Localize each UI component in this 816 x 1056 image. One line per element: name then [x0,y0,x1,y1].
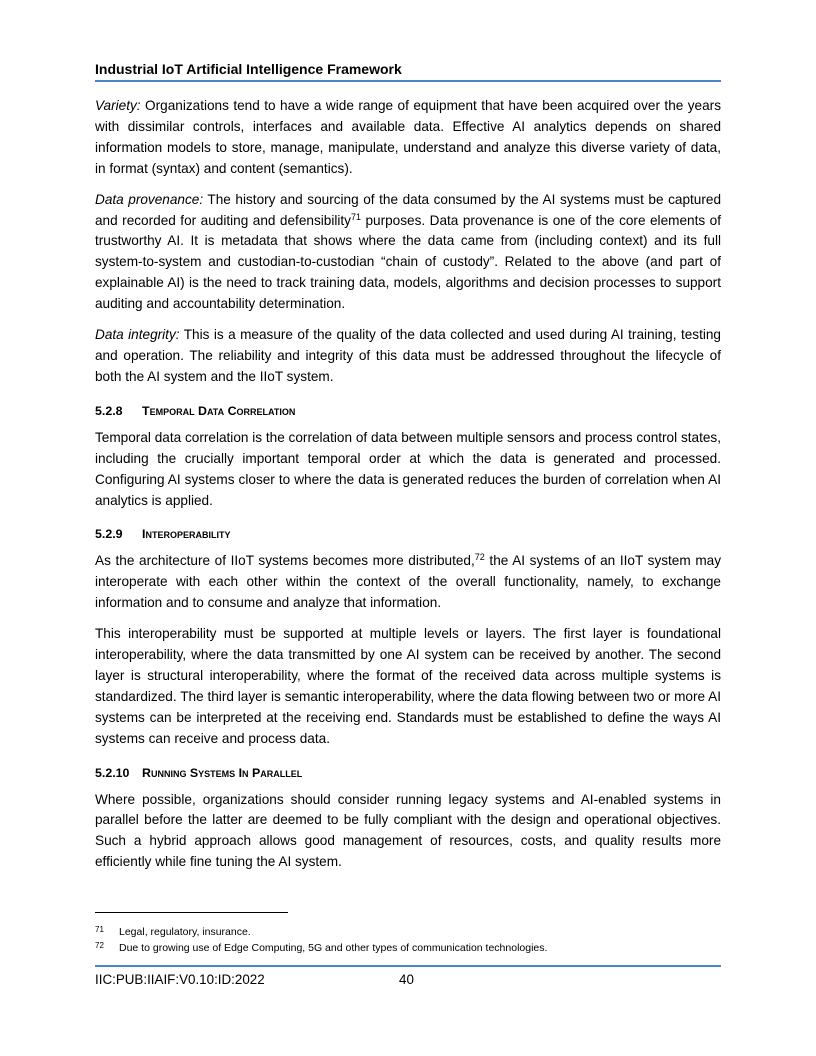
page-number: 40 [399,972,414,987]
footnote-71: 71 Legal, regulatory, insurance. [95,925,251,938]
paragraph-running-parallel: Where possible, organizations should consider running legacy systems and AI-enabled systems in parallel before the latter are deemed to be fully compliant with the design and operational objectives. Such a hybrid approach allows good management of resources, costs, and quality results more efficiently while fine tuning the AI system. [95,791,721,870]
paragraph-data-integrity: Data integrity: This is a measure of the quality of the data collected and used during AI training, testing and operation. The reliability and integrity of this data must be addressed throughout the lifecycle of both the AI system and the IIoT system. [95,327,721,384]
footnote-divider [95,912,288,913]
footnote-ref-72[interactable]: 72 [474,552,485,563]
footer-divider [95,965,721,967]
footnote-ref-71[interactable]: 71 [350,211,361,222]
running-header: Industrial IoT Artificial Intelligence Framework [95,61,721,82]
section-heading-5-2-10: 5.2.10 Running Systems In Parallel [95,765,303,780]
paragraph-interoperability-1: As the architecture of IIoT systems becomes more distributed,$^{72}$ the AI systems of an IIoT system may interoperate with each other within the context of the overall functionality, namely, to exchange information and to consume and analyze that information. [95,552,721,611]
paragraph-interoperability-2: This interoperability must be supported at multiple levels or layers. The first layer is foundational interoperability, where the data transmitted by one AI system can be received by another. The second layer is structural interoperability, where the format of the received data across multiple systems is standardized. The third layer is semantic interoperability, where the data flowing between two or more AI systems can be interpreted at the receiving end. Standards must be established to define the ways AI systems can receive and process data. [95,626,721,746]
term-variety: Variety: [95,98,141,113]
term-data-provenance: Data provenance: [95,191,204,207]
footnotes [95,924,721,956]
document-id: IIC:PUB:IIAIF:V0.10:ID:2022 [95,972,265,987]
paragraph-temporal-correlation: Temporal data correlation is the correlation of data between multiple sensors and process control states, including the crucially important temporal order at which the data is generated and processed. Configuring AI systems closer to where the data is generated reduces the burden of correlation when AI analytics is applied. [95,429,721,508]
footnote-72: 72 Due to growing use of Edge Computing, 5G and other types of communication technologies. [95,941,548,954]
document-body [95,96,721,883]
paragraph-variety: Variety: Organizations tend to have a wide range of equipment that have been acquired over the years with dissimilar controls, interfaces and available data. Effective AI analytics depends on shared information models to store, manage, manipulate, understand and analyze this diverse variety of data, in format (syntax) and content (semantics). [95,98,721,176]
section-heading-5-2-8: 5.2.8 Temporal Data Correlation [95,403,296,418]
section-heading-5-2-9: 5.2.9 Interoperability [95,527,231,542]
paragraph-data-provenance: Data provenance: The history and sourcing of the data consumed by the AI systems must be captured and recorded for auditing and defensibility$^{71}$ purposes. Data provenance is one of the core elements of trustworthy AI. It is metadata that shows where the data came from (including context) and its full system-to-system and custodian-to-custodian “chain of custody”. Related to the above (and part of explainable AI) is the need to track training data, models, algorithms and decision processes to support auditing and accountability determination. [95,191,722,312]
term-data-integrity: Data integrity: [95,327,180,343]
